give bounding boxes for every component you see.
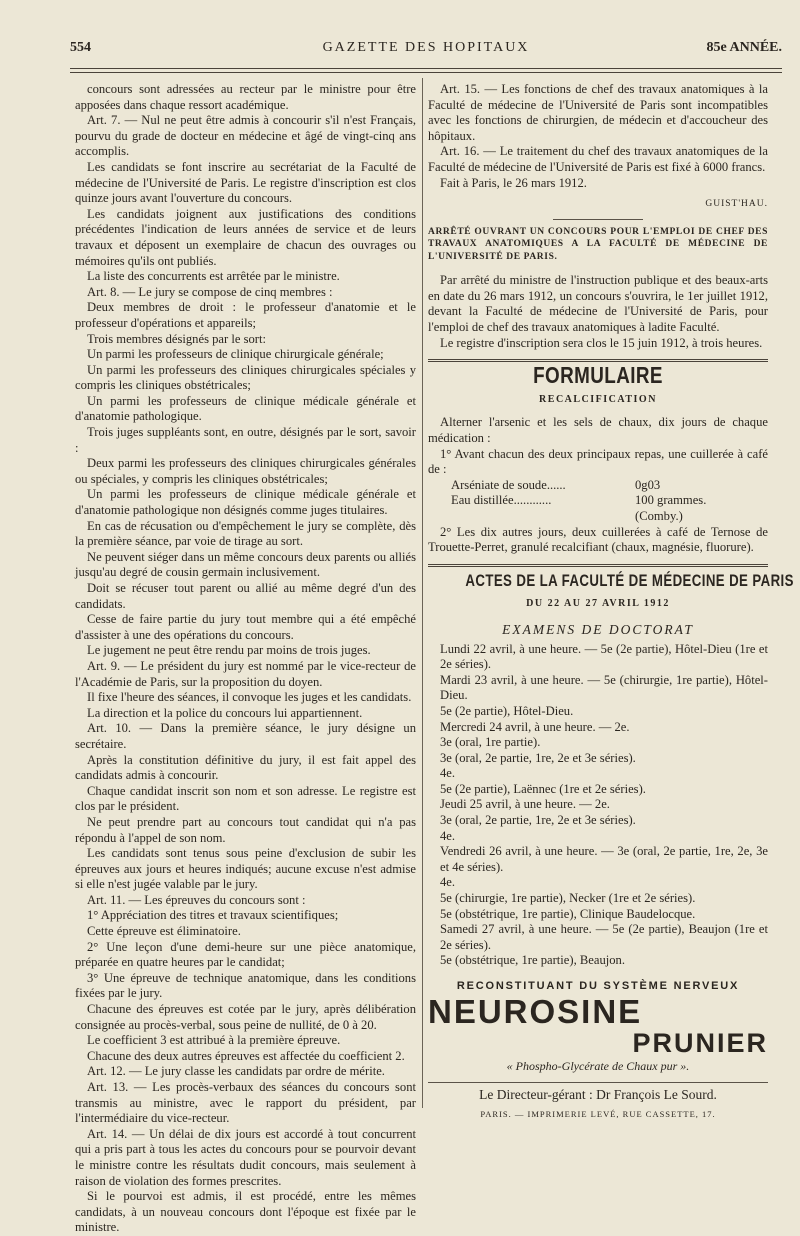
article-paragraph: Art. 14. — Un délai de dix jours est accordé à tout concurrent qui a pris part à tous les actes du concours pour se pourvoir devant le ministre contre les résultats dudit concours, mais seulement à raison de violation des formes prescrites. xyxy=(75,1126,416,1188)
article-paragraph: concours sont adressées au recteur par le ministre pour être apposées dans chaque ressort académique. xyxy=(75,82,416,112)
arrete-paragraph: Par arrêté du ministre de l'instruction publique et des beaux-arts en date du 26 mars 1912, un concours s'ouvrira, le 1er juillet 1912, devant la Faculté de médecine de l'Université de Paris, pour l'emploi de chef des travaux anatomiques à ladite Faculté. xyxy=(428,273,768,335)
ingredient-name: Arséniate de soude...... xyxy=(451,477,566,492)
article-paragraph: Les candidats joignent aux justifications des conditions précédentes l'indication de leurs années de service et de leurs travaux et déposent un exemplaire de chacun des ouvrages ou mémoires qu'ils ont publiés. xyxy=(75,206,416,268)
article-paragraph: Chacune des épreuves est cotée par le jury, après délibération consignée au procès-verbal, sous peine de nullité, de 0 à 20. xyxy=(75,1002,416,1032)
formulaire-after: 2° Les dix autres jours, deux cuillerées à café de Ternose de Trouette-Perret, granulé recalcifiant (chaux, magnésie, fluorure). xyxy=(428,524,768,555)
right-column xyxy=(428,82,794,1122)
article-paragraph: 3° Une épreuve de technique anatomique, dans les conditions fixées par le jury. xyxy=(75,970,416,1001)
article-paragraph: Chacune des deux autres épreuves est affectée du coefficient 2. xyxy=(87,1048,405,1063)
header-rule-2 xyxy=(70,72,782,73)
article-paragraph: Deux membres de droit : le professeur d'anatomie et le professeur d'opérations et appareils; xyxy=(75,300,416,330)
exam-entry: 5e (obstétrique, 1re partie), Clinique Baudelocque. xyxy=(440,906,696,921)
article-paragraph: 2° Une leçon d'une demi-heure sur une pièce anatomique, préparée en quatre heures par le candidat; xyxy=(75,939,416,970)
decree-paragraph: Fait à Paris, le 26 mars 1912. xyxy=(440,175,587,190)
arrete-body xyxy=(428,273,768,351)
article-paragraph: Si le pourvoi est admis, il est procédé, entre les mêmes candidats, à un nouveau concours dont l'époque est fixée par le ministre. xyxy=(75,1189,416,1235)
header-rule xyxy=(70,68,782,69)
exam-entry: 5e (2e partie), Laënnec (1re et 2e séries). xyxy=(440,781,646,796)
article-paragraph: La direction et la police du concours lui appartiennent. xyxy=(87,705,363,720)
article-paragraph: Le jugement ne peut être rendu par moins de trois juges. xyxy=(87,643,371,658)
article-paragraph: Un parmi les professeurs de clinique médicale générale et d'anatomie pathologique. xyxy=(75,393,416,424)
exam-entry: 5e (chirurgie, 1re partie), Necker (1re et 2e séries). xyxy=(440,891,696,906)
ingredient-quantity: 100 grammes. xyxy=(635,493,707,508)
decree-paragraph: Art. 16. — Le traitement du chef des travaux anatomiques de la Faculté de médecine de l'Université de Paris est fixé à 6000 francs. xyxy=(428,144,768,174)
article-paragraph: Un parmi les professeurs de clinique chirurgicale générale; xyxy=(87,347,384,362)
article-paragraph: Un parmi les professeurs de clinique médicale générale et d'anatomie pathologique non désignés comme juges titulaires. xyxy=(75,487,416,518)
ad-subtitle: « Phospho-Glycérate de Chaux pur ». xyxy=(506,1058,690,1073)
article-paragraph: Art. 10. — Dans la première séance, le jury désigne un secrétaire. xyxy=(75,721,416,751)
formulaire-title: FORMULAIRE xyxy=(533,362,663,389)
article-paragraph: Art. 8. — Le jury se compose de cinq membres : xyxy=(87,284,333,299)
minister-signature: GUIST'HAU. xyxy=(705,199,768,210)
formulaire-paragraph: Alterner l'arsenic et les sels de chaux, dix jours de chaque médication : xyxy=(428,415,768,445)
exam-entry: 3e (oral, 1re partie). xyxy=(440,735,541,750)
section-double-rule-2 xyxy=(428,564,768,567)
article-paragraph: Trois membres désignés par le sort: xyxy=(87,331,266,346)
recipe-table xyxy=(428,478,768,525)
article-paragraph: Les candidats sont tenus sous peine d'exclusion de subir les épreuves aux jours et heures indiqués; aucune excuse n'est admise si elle n'est jugée valable par le jury. xyxy=(75,846,416,892)
recipe-row xyxy=(428,493,768,509)
arrete-paragraph: Le registre d'inscription sera clos le 15 juin 1912, à trois heures. xyxy=(440,335,763,350)
ingredient-quantity: (Comby.) xyxy=(635,508,683,523)
article-paragraph: Trois juges suppléants sont, en outre, désignés par le sort, savoir : xyxy=(75,425,416,455)
page-number: 554 xyxy=(70,40,91,55)
running-header xyxy=(70,40,782,66)
exam-entry: Lundi 22 avril, à une heure. — 5e (2e partie), Hôtel-Dieu (1re et 2e séries). xyxy=(440,641,768,672)
exam-entry: Samedi 27 avril, à une heure. — 5e (2e partie), Beaujon (1re et 2e séries). xyxy=(440,922,768,952)
left-column xyxy=(75,82,416,1236)
article-paragraph: La liste des concurrents est arrêtée par le ministre. xyxy=(87,269,340,284)
decree-paragraph: Art. 15. — Les fonctions de chef des travaux anatomiques à la Faculté de médecine de l'Université de Paris sont incompatibles avec les fonctions de chirurgien, de médecin et d'accoucheur des hôpitaux. xyxy=(428,82,768,143)
column-divider xyxy=(422,78,423,1108)
exam-entry: 5e (obstétrique, 1re partie), Beaujon. xyxy=(440,953,625,968)
ad-maker: PRUNIER xyxy=(632,1027,768,1058)
article-paragraph: Deux parmi les professeurs des cliniques chirurgicales générales ou spéciales, y compris les cliniques obstétricales; xyxy=(75,456,416,486)
article-paragraph: Chaque candidat inscrit son nom et son adresse. Le registre est clos par le président. xyxy=(75,783,416,814)
article-paragraph: Art. 12. — Le jury classe les candidats par ordre de mérite. xyxy=(87,1064,385,1079)
exam-entry: Vendredi 26 avril, à une heure. — 3e (oral, 2e partie, 1re, 2e, 3e et 4e séries). xyxy=(440,844,768,874)
exam-entry: 3e (oral, 2e partie, 1re, 2e et 3e séries). xyxy=(440,750,636,765)
article-paragraph: Le coefficient 3 est attribué à la première épreuve. xyxy=(87,1033,341,1048)
section-rule xyxy=(553,219,643,220)
article-paragraph: Les candidats se font inscrire au secrétariat de la Faculté de médecine de l'Université de Paris. Le registre d'inscription est clos quinze jours avant l'ouverture du concours. xyxy=(75,159,416,206)
printer-line: PARIS. — IMPRIMERIE LEVÉ, RUE CASSETTE, 17. xyxy=(480,1108,716,1119)
article-paragraph: Ne peut prendre part au concours tout candidat qui n'a pas répondu à l'appel de son nom. xyxy=(75,814,416,845)
journal-title: GAZETTE DES HOPITAUX xyxy=(322,40,530,55)
article-paragraph: Cesse de faire partie du jury tout membre qui a été empêché d'assister à une des opérations du concours. xyxy=(75,612,416,642)
actes-subtitle: DU 22 AU 27 AVRIL 1912 xyxy=(526,598,670,610)
ad-tagline: RECONSTITUANT DU SYSTÈME NERVEUX xyxy=(456,980,740,992)
exam-entry: Mardi 23 avril, à une heure. — 5e (chirurgie, 1re partie), Hôtel-Dieu. xyxy=(440,672,768,703)
article-paragraph: 1° Appréciation des titres et travaux scientifiques; xyxy=(87,908,339,923)
formulaire-text xyxy=(428,415,768,477)
formulaire-paragraph: 1° Avant chacun des deux principaux repas, une cuillerée à café de : xyxy=(428,446,768,477)
article-paragraph: Doit se récuser tout parent ou allié au même degré d'un des candidats. xyxy=(75,581,416,611)
exam-entry: 3e (oral, 2e partie, 1re, 2e et 3e séries). xyxy=(440,813,636,828)
formulaire-subtitle: RECALCIFICATION xyxy=(539,393,657,405)
exam-entry: 5e (2e partie), Hôtel-Dieu. xyxy=(440,703,574,718)
article-paragraph: Un parmi les professeurs des cliniques chirurgicales spéciales y compris les cliniques obstétricales; xyxy=(75,362,416,393)
actes-title: ACTES DE LA FACULTÉ DE MÉDECINE DE PARIS xyxy=(465,570,794,590)
exam-entry: Mercredi 24 avril, à une heure. — 2e. xyxy=(440,719,630,734)
article-paragraph: Art. 9. — Le président du jury est nommé par le vice-recteur de l'Académie de Paris, sur la proposition du doyen. xyxy=(75,658,416,689)
article-paragraph: Art. 13. — Les procès-verbaux des séances du concours sont transmis au ministre, avec le rapport du président, par l'intermédiaire du vice-recteur. xyxy=(75,1080,416,1126)
ingredient-quantity: 0g03 xyxy=(635,477,661,492)
examens-list xyxy=(428,642,768,969)
director-line: Le Directeur-gérant : Dr François Le Sourd. xyxy=(428,1082,768,1103)
exam-entry: 4e. xyxy=(440,875,456,890)
ad-brand: NEUROSINE xyxy=(428,992,643,1030)
arrete-title: ARRÊTÉ OUVRANT UN CONCOURS POUR L'EMPLOI DE CHEF DES TRAVAUX ANATOMIQUES A LA FACULTÉ DE MÉDECINE DE L'UNIVERSITÉ DE PARIS. xyxy=(428,226,768,262)
article-paragraph: Cette épreuve est éliminatoire. xyxy=(87,924,241,939)
exam-entry: 4e. xyxy=(440,828,456,843)
exam-entry: 4e. xyxy=(440,766,456,781)
ingredient-name: Eau distillée............ xyxy=(451,493,552,508)
article-paragraph: Il fixe l'heure des séances, il convoque les juges et les candidats. xyxy=(87,690,412,705)
decree-end xyxy=(428,82,768,191)
volume-year: 85e ANNÉE. xyxy=(706,40,782,55)
examens-heading: EXAMENS DE DOCTORAT xyxy=(502,621,694,637)
article-paragraph: En cas de récusation ou d'empêchement le jury se complète, dès la première séance, par voie de tirage au sort. xyxy=(75,518,416,549)
article-paragraph: Ne peuvent siéger dans un même concours deux parents ou alliés jusqu'au degré de cousin germain inclusivement. xyxy=(75,549,416,580)
article-paragraph: Après la constitution définitive du jury, il est fait appel des candidats admis à concourir. xyxy=(75,752,416,783)
recipe-row xyxy=(428,509,768,525)
exam-entry: Jeudi 25 avril, à une heure. — 2e. xyxy=(440,797,610,812)
ingredient-name xyxy=(451,509,621,525)
article-paragraph: Art. 7. — Nul ne peut être admis à concourir s'il n'est Français, pourvu du grade de docteur en médecine et âgé de vingt-cinq ans accomplis. xyxy=(75,113,416,159)
advertisement xyxy=(428,979,768,1074)
recipe-row xyxy=(428,478,768,494)
article-paragraph: Art. 11. — Les épreuves du concours sont : xyxy=(87,892,306,907)
